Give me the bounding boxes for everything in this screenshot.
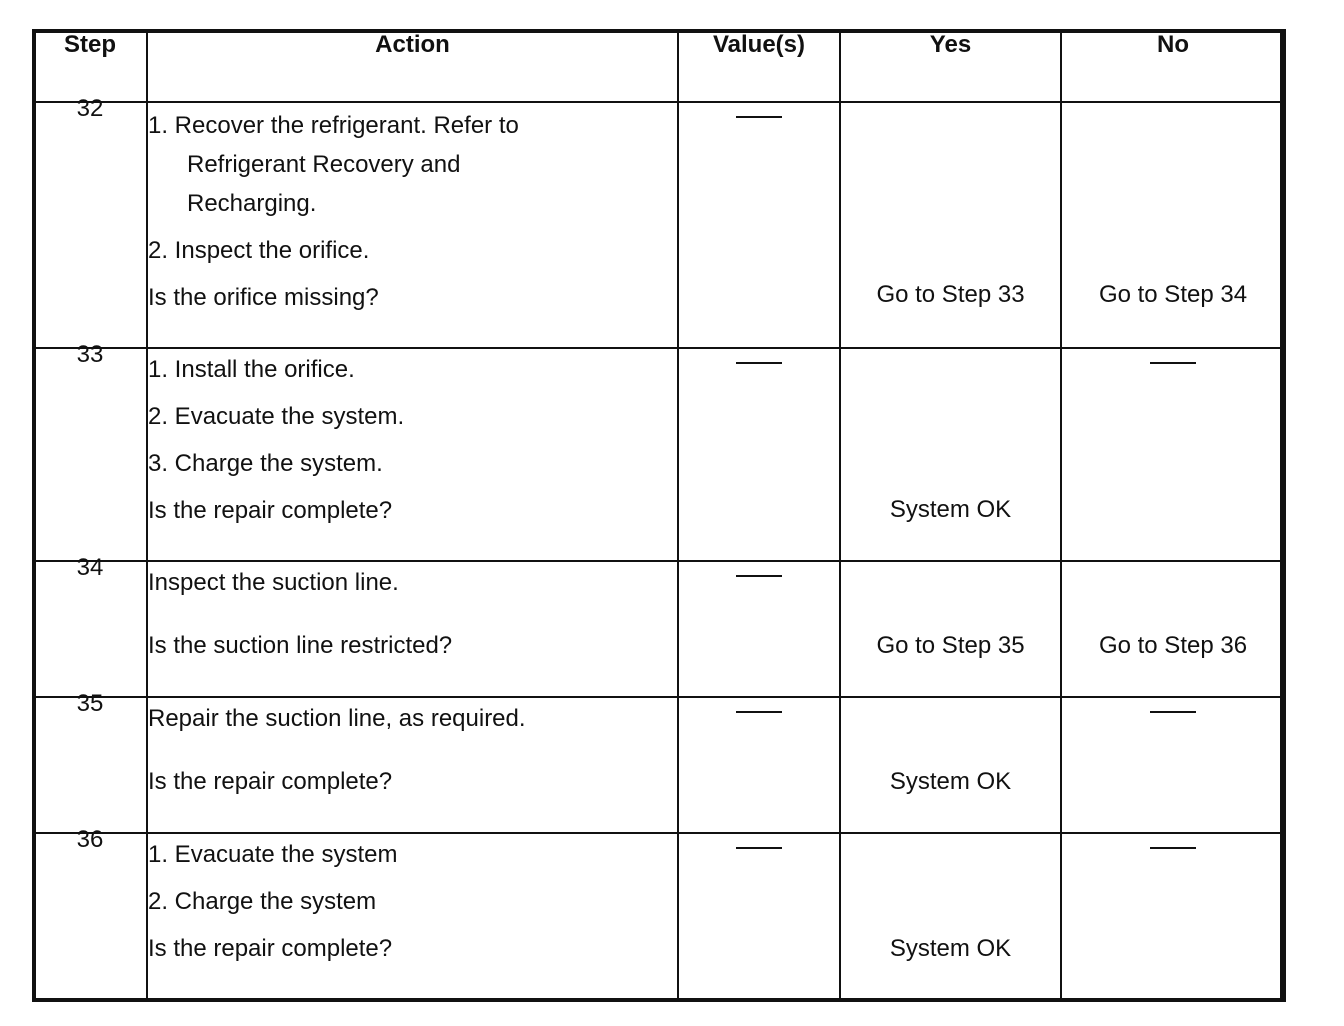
action-line: 3. Charge the system. xyxy=(148,450,383,477)
action-line: Inspect the suction line. xyxy=(148,569,399,596)
action-line: 2. Inspect the orifice. xyxy=(148,237,370,264)
action-line: Repair the suction line, as required. xyxy=(148,705,526,732)
action-line: 1. Recover the refrigerant. Refer to xyxy=(148,112,519,139)
action-question: Is the repair complete? xyxy=(148,497,393,524)
yes-outcome: System OK xyxy=(889,768,1012,795)
action-line: 1. Install the orifice. xyxy=(148,356,355,383)
action-line: 2. Evacuate the system. xyxy=(148,403,405,430)
step-number: 36 xyxy=(33,833,147,1001)
no-outcome: Go to Step 36 xyxy=(1098,632,1248,659)
no-outcome: Go to Step 34 xyxy=(1098,281,1248,308)
header-yes: Yes xyxy=(840,30,1061,102)
header-values: Value(s) xyxy=(678,30,840,102)
action-question: Is the repair complete? xyxy=(148,768,393,795)
header-no: No xyxy=(1061,30,1285,102)
yes-outcome: Go to Step 35 xyxy=(876,632,1025,659)
yes-outcome: Go to Step 33 xyxy=(876,281,1025,308)
action-line: 2. Charge the system xyxy=(148,888,377,915)
header-step: Step xyxy=(33,30,147,102)
action-line: Refrigerant Recovery and xyxy=(187,151,461,178)
action-line: 1. Evacuate the system xyxy=(148,841,398,868)
action-question: Is the repair complete? xyxy=(148,935,393,962)
yes-outcome: System OK xyxy=(889,496,1012,523)
action-line: Recharging. xyxy=(187,190,317,217)
step-number: 33 xyxy=(33,348,147,561)
action-question: Is the orifice missing? xyxy=(148,284,379,311)
step-number: 34 xyxy=(33,561,147,697)
table-outer-border xyxy=(32,29,1284,1002)
step-number: 32 xyxy=(33,102,147,348)
header-action: Action xyxy=(147,30,678,102)
action-question: Is the suction line restricted? xyxy=(148,632,453,659)
yes-outcome: System OK xyxy=(889,935,1012,962)
step-number: 35 xyxy=(33,697,147,833)
